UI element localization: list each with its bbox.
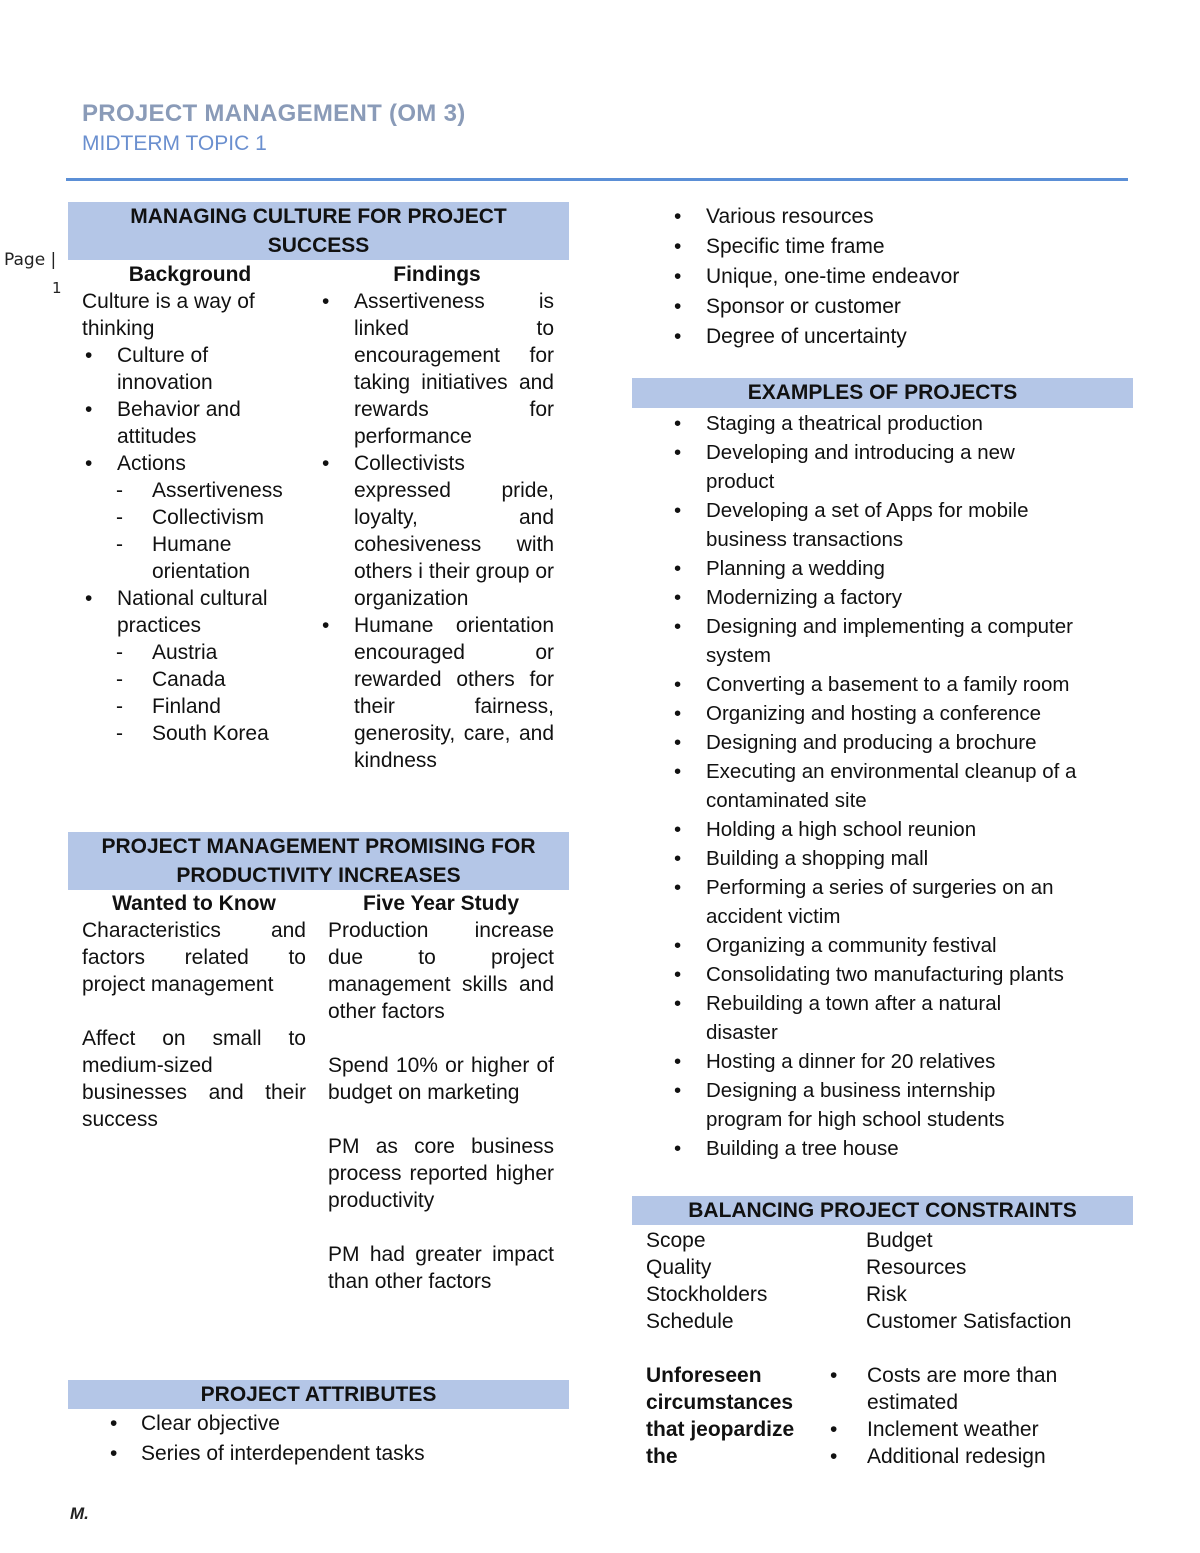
attribute-item: • Sponsor or customer: [674, 292, 1124, 322]
bullet: •: [830, 1364, 838, 1387]
bullet: •: [322, 452, 330, 475]
constraint-item: Schedule: [646, 1310, 734, 1333]
bullet: •: [674, 295, 682, 318]
header-rule: [66, 178, 1128, 181]
example-item: • Converting a basement to a family room: [674, 670, 1130, 699]
attribute-item: • Specific time frame: [674, 232, 1124, 262]
bullet: •: [674, 934, 682, 957]
example-item: • Holding a high school reunion: [674, 815, 1130, 844]
finding-item: • Collectivists expressed pride, loyalty, and cohesiveness with others i their group or organization: [322, 452, 554, 610]
attribute-item: • Series of interdependent tasks: [110, 1439, 560, 1469]
examples-list: [674, 409, 1130, 1163]
bullet: •: [674, 615, 682, 638]
bullet: •: [674, 412, 682, 435]
footer-mark: M.: [70, 1504, 89, 1523]
bullet: •: [674, 847, 682, 870]
attributes-list-right: [674, 202, 1124, 352]
bullet: •: [674, 1050, 682, 1073]
bullet: •: [322, 290, 330, 313]
constraints-heading: BALANCING PROJECT CONSTRAINTS: [632, 1196, 1133, 1225]
bullet: •: [85, 452, 93, 475]
country-item: - Canada: [116, 668, 226, 691]
study-item: PM had greater impact than other factors: [328, 1243, 554, 1293]
constraint-item: Scope: [646, 1229, 706, 1252]
example-item: • Consolidating two manufacturing plants: [674, 960, 1130, 989]
finding-item: • Assertiveness is linked to encouragement for taking initiatives and rewards for performance: [322, 290, 554, 448]
page-number: 1: [52, 279, 62, 297]
example-item: • Developing a set of Apps for mobile business transactions: [674, 496, 1130, 554]
bullet: •: [674, 235, 682, 258]
constraints-left: [646, 1227, 856, 1335]
examples-heading: EXAMPLES OF PROJECTS: [632, 378, 1133, 408]
bullet: •: [674, 1079, 682, 1102]
bullet: •: [674, 265, 682, 288]
country-item: - Austria: [116, 641, 218, 664]
wanted-item: Affect on small to medium-sized businesses and their success: [82, 1027, 306, 1131]
bullet: •: [674, 876, 682, 899]
unforeseen-list: [830, 1362, 1090, 1470]
background-intro-line1: Culture is a way of: [82, 290, 255, 313]
attributes-list-left: [110, 1409, 560, 1469]
constraint-item: Customer Satisfaction: [866, 1310, 1072, 1333]
example-item: • Planning a wedding: [674, 554, 1130, 583]
productivity-heading-line2: PRODUCTIVITY INCREASES: [176, 864, 461, 887]
example-item: • Designing and implementing a computer system: [674, 612, 1130, 670]
example-item: • Organizing a community festival: [674, 931, 1130, 960]
unforeseen-item: • Costs are more than estimated: [830, 1364, 1058, 1414]
bullet: •: [674, 963, 682, 986]
document-subtitle: MIDTERM TOPIC 1: [82, 132, 267, 155]
example-item: • Designing and producing a brochure: [674, 728, 1130, 757]
example-item: • Organizing and hosting a conference: [674, 699, 1130, 728]
attribute-item: • Various resources: [674, 202, 1124, 232]
example-item: • Building a shopping mall: [674, 844, 1130, 873]
findings-heading: Findings: [393, 263, 481, 286]
bullet: •: [830, 1445, 838, 1468]
bullet: •: [674, 818, 682, 841]
attribute-item: • Degree of uncertainty: [674, 322, 1124, 352]
constraint-item: Stockholders: [646, 1283, 768, 1306]
action-item: - Humane orientation: [116, 533, 251, 583]
constraint-item: Resources: [866, 1256, 967, 1279]
background-intro-line2: thinking: [82, 317, 155, 340]
example-item: • Staging a theatrical production: [674, 409, 1130, 438]
national-practices-item: • National cultural practices: [85, 587, 268, 637]
study-item: Spend 10% or higher of budget on marketing: [328, 1054, 554, 1104]
managing-culture-heading-line2: SUCCESS: [267, 234, 370, 257]
bullet: •: [85, 344, 93, 367]
country-item: - South Korea: [116, 722, 269, 745]
bullet: •: [110, 1412, 118, 1435]
productivity-heading: [68, 832, 569, 890]
constraints-right: [866, 1227, 1128, 1335]
constraint-item: Risk: [866, 1283, 907, 1306]
project-attributes-heading: PROJECT ATTRIBUTES: [68, 1380, 569, 1409]
bullet: •: [674, 760, 682, 783]
bullet: •: [674, 673, 682, 696]
background-item: • Actions: [85, 452, 186, 475]
attribute-item: • Clear objective: [110, 1409, 560, 1439]
managing-culture-heading-line1: MANAGING CULTURE FOR PROJECT: [130, 205, 507, 228]
example-item: • Developing and introducing a new product: [674, 438, 1130, 496]
finding-item: • Humane orientation encouraged or rewarded others for their fairness, generosity, care, and kindness: [322, 614, 554, 772]
background-item: • Behavior and attitudes: [85, 398, 241, 448]
bullet: •: [674, 702, 682, 725]
study-item: Production increase due to project management skills and other factors: [328, 919, 554, 1023]
bullet: •: [674, 992, 682, 1015]
bullet: •: [322, 614, 330, 637]
action-item: - Assertiveness: [116, 479, 283, 502]
unforeseen-item: • Inclement weather: [830, 1418, 1039, 1441]
bullet: •: [110, 1442, 118, 1465]
bullet: •: [85, 398, 93, 421]
study-column: [328, 917, 554, 1295]
example-item: • Building a tree house: [674, 1134, 1130, 1163]
wanted-item: Characteristics and factors related to project management: [82, 919, 306, 996]
bullet: •: [674, 586, 682, 609]
example-item: • Designing a business internship program for high school students: [674, 1076, 1130, 1134]
constraint-item: Quality: [646, 1256, 712, 1279]
action-item: - Collectivism: [116, 506, 265, 529]
bullet: •: [830, 1418, 838, 1441]
background-item: • Culture of innovation: [85, 344, 213, 394]
attribute-item: • Unique, one-time endeavor: [674, 262, 1124, 292]
bullet: •: [674, 731, 682, 754]
bullet: •: [674, 205, 682, 228]
unforeseen-label: Unforeseen circumstances that jeopardize the: [646, 1364, 795, 1468]
productivity-heading-line1: PROJECT MANAGEMENT PROMISING FOR: [101, 835, 536, 858]
example-item: • Modernizing a factory: [674, 583, 1130, 612]
example-item: • Hosting a dinner for 20 relatives: [674, 1047, 1130, 1076]
background-heading: Background: [128, 263, 252, 286]
wanted-column: [82, 917, 306, 1133]
background-intro: [82, 288, 300, 342]
example-item: • Executing an environmental cleanup of a contaminated site: [674, 757, 1130, 815]
country-item: - Finland: [116, 695, 221, 718]
example-item: • Rebuilding a town after a natural disaster: [674, 989, 1130, 1047]
constraint-item: Budget: [866, 1229, 933, 1252]
example-item: • Performing a series of surgeries on an accident victim: [674, 873, 1130, 931]
bullet: •: [85, 587, 93, 610]
study-item: PM as core business process reported higher productivity: [328, 1135, 554, 1212]
five-year-study-heading: Five Year Study: [362, 892, 520, 915]
document-title: PROJECT MANAGEMENT (OM 3): [82, 100, 466, 127]
bullet: •: [674, 325, 682, 348]
bullet: •: [674, 499, 682, 522]
background-column: [82, 288, 300, 747]
managing-culture-heading: [68, 202, 569, 260]
bullet: •: [674, 1137, 682, 1160]
findings-column: [320, 288, 554, 774]
page-label: Page |: [4, 250, 57, 270]
unforeseen-item: • Additional redesign: [830, 1445, 1046, 1468]
bullet: •: [674, 441, 682, 464]
wanted-to-know-heading: Wanted to Know: [112, 892, 276, 915]
bullet: •: [674, 557, 682, 580]
